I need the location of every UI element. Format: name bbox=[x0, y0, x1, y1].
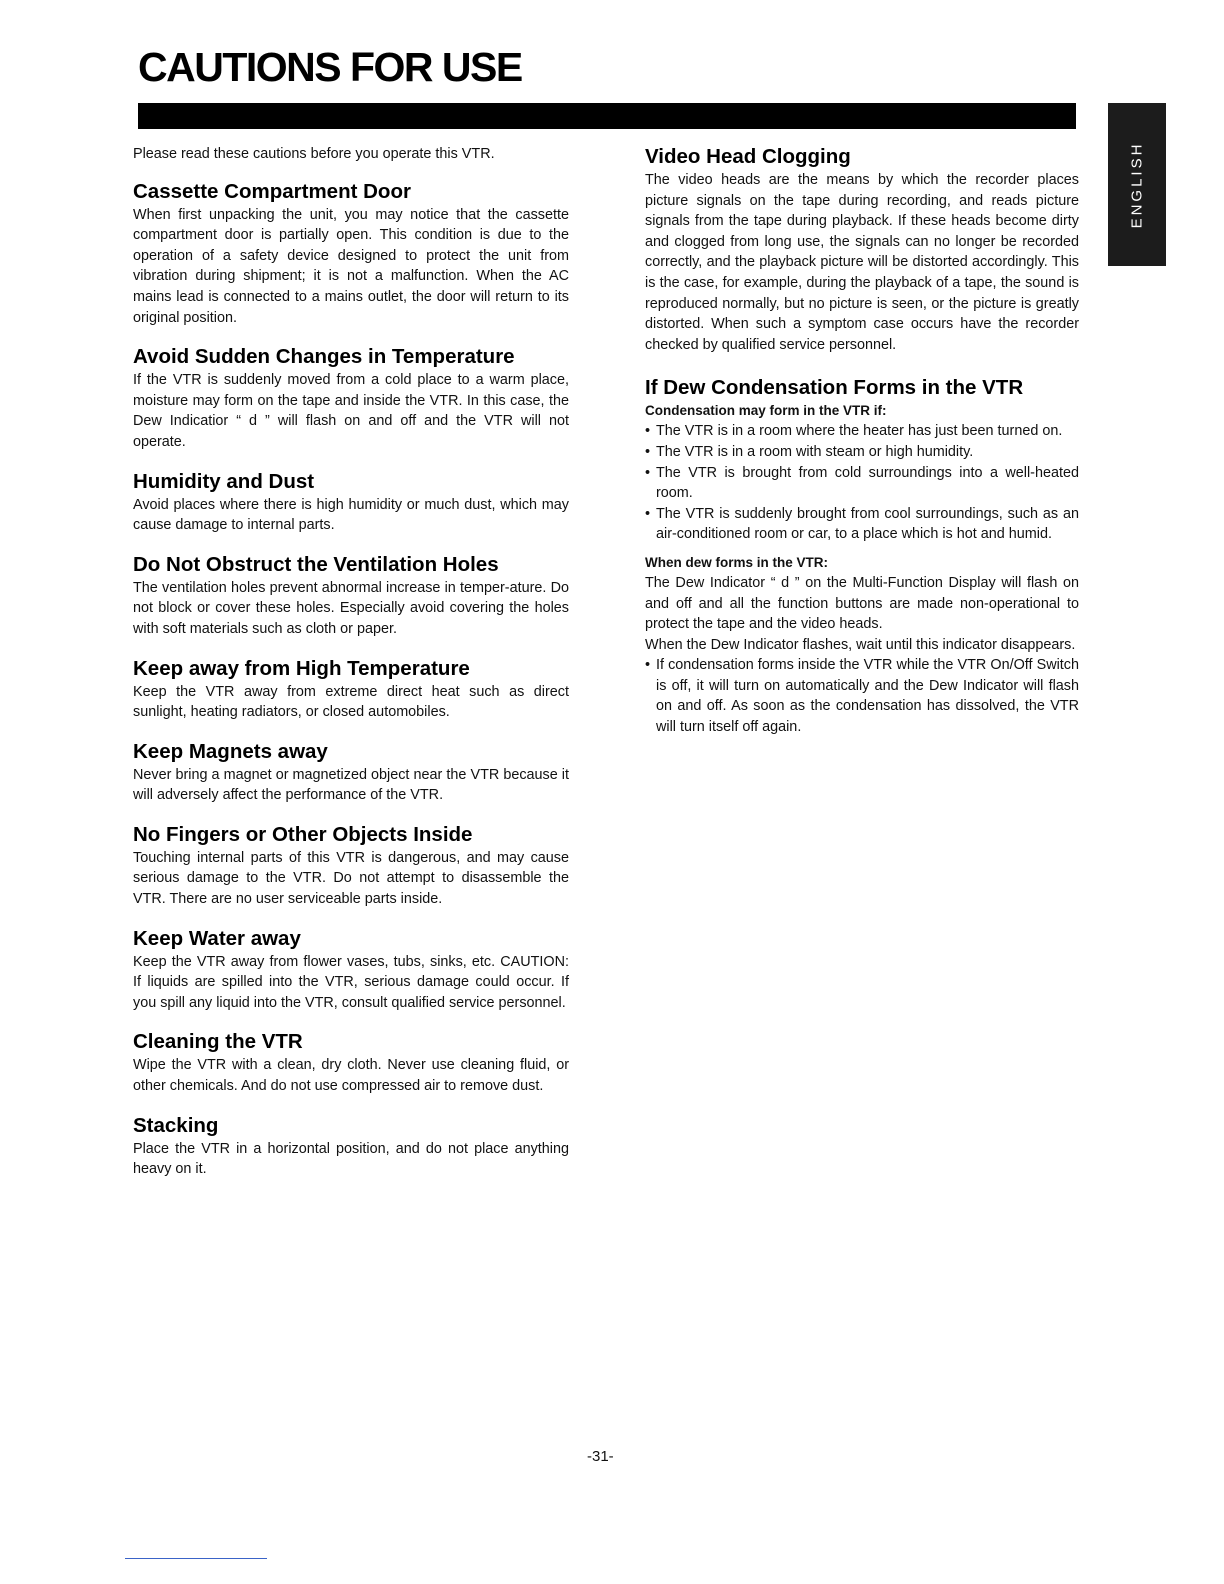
section-cleaning bbox=[133, 1029, 569, 1096]
section-body: When first unpacking the unit, you may notice that the cassette compartment door is partially open. This condition is due to the operation of a safety device designed to protect the unit from vibration during shipment; it is not a malfunction. When the AC mains lead is connected to a mains outlet, the door will return to its original position. bbox=[133, 206, 569, 326]
section-stacking bbox=[133, 1113, 569, 1180]
section-heading: Do Not Obstruct the Ventilation Holes bbox=[133, 552, 499, 576]
left-column bbox=[133, 144, 569, 1196]
section-heading: No Fingers or Other Objects Inside bbox=[133, 822, 473, 846]
section-body: The ventilation holes prevent abnormal increase in temper-ature. Do not block or cover these holes. Especially avoid covering the holes with soft materials such as cloth or paper. bbox=[133, 579, 569, 637]
section-body: Never bring a magnet or magnetized object near the VTR because it will adversely affect the performance of the VTR. bbox=[133, 766, 569, 804]
section-heading: Stacking bbox=[133, 1113, 219, 1137]
section-video-head bbox=[645, 144, 1079, 355]
section-heading: Avoid Sudden Changes in Temperature bbox=[133, 345, 515, 369]
right-column bbox=[645, 144, 1079, 754]
section-heading: Cassette Compartment Door bbox=[133, 179, 411, 203]
section-objects-inside bbox=[133, 822, 569, 910]
section-body: Avoid places where there is high humidity or much dust, which may cause damage to internal parts. bbox=[133, 496, 569, 534]
section-body: If the VTR is suddenly moved from a cold place to a warm place, moisture may form on the tape and inside the VTR. In this case, the Dew Indicatior “ d ” will flash on and off and the VTR will not operate. bbox=[133, 372, 569, 450]
section-heading: Cleaning the VTR bbox=[133, 1030, 303, 1054]
section-body: Keep the VTR away from extreme direct heat such as direct sunlight, heating radiators, or closed automobiles. bbox=[133, 683, 569, 721]
dew-indicator-text: The Dew Indicator “ d ” on the Multi-Function Display will flash on and off and all the function buttons are made non-operational to protect the tape and the video heads. bbox=[645, 574, 1079, 633]
section-body: Keep the VTR away from flower vases, tubs, sinks, etc. CAUTION: If liquids are spilled into the VTR, serious damage could occur. If you spill any liquid into the VTR, consult qualified service personnel. bbox=[133, 953, 569, 1011]
section-heading: Keep Water away bbox=[133, 926, 301, 950]
dew-off-list bbox=[645, 655, 1079, 737]
section-dew-condensation bbox=[645, 375, 1079, 737]
list-item: • If condensation forms inside the VTR while the VTR On/Off Switch is off, it will turn on automatically and the Dew Indicator will flash on and off. As soon as the condensation has dissolved, the VTR will turn itself off again. bbox=[645, 655, 1079, 737]
section-high-temperature bbox=[133, 656, 569, 723]
title-bar bbox=[138, 103, 1076, 129]
section-heading: Keep Magnets away bbox=[133, 739, 328, 763]
intro-text: Please read these cautions before you operate this VTR. bbox=[133, 146, 495, 162]
section-magnets bbox=[133, 739, 569, 806]
section-temperature-changes bbox=[133, 344, 569, 452]
list-item: • The VTR is in a room where the heater has just been turned on. bbox=[645, 421, 1079, 442]
language-tab bbox=[1108, 103, 1166, 266]
section-heading: Humidity and Dust bbox=[133, 469, 315, 493]
page-title: CAUTIONS FOR USE bbox=[138, 44, 522, 90]
dew-causes-list bbox=[645, 421, 1079, 545]
section-humidity-dust bbox=[133, 469, 569, 536]
dew-subheading-forms: When dew forms in the VTR: bbox=[645, 554, 829, 570]
section-heading: Keep away from High Temperature bbox=[133, 656, 470, 680]
list-item: • The VTR is brought from cold surroundings into a well-heated room. bbox=[645, 463, 1079, 504]
footnote-rule bbox=[125, 1558, 267, 1559]
section-heading: If Dew Condensation Forms in the VTR bbox=[645, 376, 1024, 400]
dew-wait-text: When the Dew Indicator flashes, wait until this indicator disappears. bbox=[645, 636, 1076, 653]
section-cassette-door bbox=[133, 179, 569, 329]
page-number: -31- bbox=[587, 1448, 614, 1465]
list-item: • The VTR is suddenly brought from cool surroundings, such as an air-conditioned room or car, to a place which is hot and humid. bbox=[645, 504, 1079, 545]
section-body: Touching internal parts of this VTR is dangerous, and may cause serious damage to the VTR. Do not attempt to disassemble the VTR. There are no user serviceable parts inside. bbox=[133, 849, 569, 908]
section-body: Wipe the VTR with a clean, dry cloth. Never use cleaning fluid, or other chemicals. And do not use compressed air to remove dust. bbox=[133, 1057, 569, 1095]
section-ventilation bbox=[133, 552, 569, 640]
section-body: Place the VTR in a horizontal position, and do not place anything heavy on it. bbox=[133, 1140, 569, 1178]
dew-subheading-causes: Condensation may form in the VTR if: bbox=[645, 403, 887, 419]
section-water bbox=[133, 926, 569, 1014]
language-tab-label: ENGLISH bbox=[1128, 141, 1146, 228]
section-heading: Video Head Clogging bbox=[645, 145, 851, 168]
list-item: • The VTR is in a room with steam or high humidity. bbox=[645, 442, 1079, 463]
section-body: The video heads are the means by which the recorder places picture signals on the tape during recording, and reads picture signals from the tape during playback. If these heads become dirty and clogged from long use, the signals can no longer be recorded correctly, and the playback picture will be distorted accordingly. This is the case, for example, during the playback of a tape, the sound is reproduced normally, but no picture is seen, or the picture is greatly distorted. When such a symptom case occurs have the recorder checked by qualified service personnel. bbox=[645, 172, 1079, 353]
